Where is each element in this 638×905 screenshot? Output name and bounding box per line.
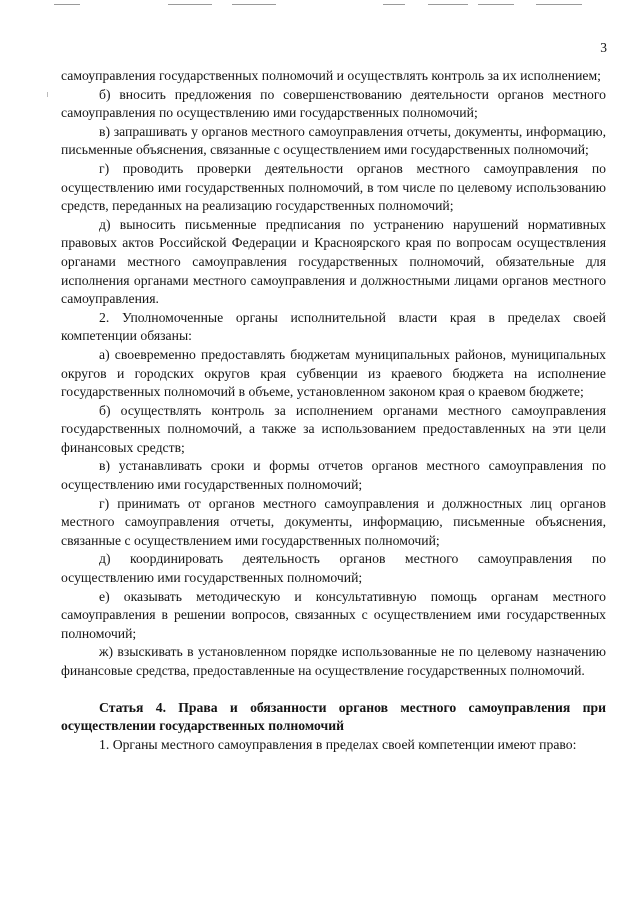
paragraph-item-zh: ж) взыскивать в установленном порядке использованные не по целевому назначению финансовые средства, предоставленные на осуществление государственных полномочий. [61, 644, 606, 678]
scan-top-rule [383, 4, 405, 5]
paragraph-item-v: в) запрашивать у органов местного самоуправления отчеты, документы, информацию, письменные объяснения, связанные с осуществлением ими государственных полномочий; [61, 123, 606, 158]
scan-top-rule [428, 4, 468, 5]
paragraph-continuation: самоуправления государственных полномочий и осуществлять контроль за их исполнением; [61, 68, 601, 83]
scan-top-rule [478, 4, 514, 5]
paragraph-item-a: а) своевременно предоставлять бюджетам муниципальных районов, муниципальных округов и городских округов края субвенции из краевого бюджета на исполнение государственных полномочий в объеме, установленном законом края о краевом бюджете; [61, 346, 606, 400]
article-heading: Статья 4. Права и обязанности органов местного самоуправления при осуществлении государственных полномочий [61, 699, 606, 734]
paragraph-item-g: г) проводить проверки деятельности органов местного самоуправления по осуществлению ими государственных полномочий, в том числе по целевому использованию средств, переданных на реализацию государственных полномочий; [61, 160, 606, 214]
paragraph-item-b: б) осуществлять контроль за исполнением органами местного самоуправления государственных полномочий, а также за использованием предоставленных на эти цели финансовых средств; [61, 402, 606, 455]
scan-top-rule [54, 4, 80, 5]
scan-top-rule [536, 4, 582, 5]
paragraph-item-b: б) вносить предложения по совершенствованию деятельности органов местного самоуправления по осуществлению ими государственных полномочий; [61, 86, 606, 121]
scan-top-rule [232, 4, 276, 5]
paragraph-section-2: 2. Уполномоченные органы исполнительной власти края в пределах своей компетенции обязаны: [61, 309, 606, 344]
scan-mark [47, 92, 48, 97]
article-paragraph: 1. Органы местного самоуправления в пределах своей компетенции имеют право: [99, 736, 577, 752]
scan-top-rule [168, 4, 212, 5]
paragraph-item-g: г) принимать от органов местного самоуправления и должностных лиц органов местного самоуправления отчеты, документы, информацию, письменные объяснения, связанные с осуществлением ими государственных полномочий; [61, 495, 606, 548]
paragraph-item-d: д) координировать деятельность органов местного самоуправления по осуществлению ими государственных полномочий; [61, 551, 606, 586]
section-spacer [61, 681, 606, 699]
paragraph-item-d: д) выносить письменные предписания по устранению нарушений нормативных правовых актов Российской Федерации и Красноярского края по вопросам осуществления органами местного самоуправления государственных полномочий, обязательные для исполнения органами местного самоуправления и должностными лицами органов местного самоуправления. [61, 216, 606, 307]
paragraph-item-e: е) оказывать методическую и консультативную помощь органам местного самоуправления в решении вопросов, связанных с осуществлением ими государственных полномочий; [61, 588, 606, 641]
document-body [61, 67, 606, 754]
paragraph-item-v: в) устанавливать сроки и формы отчетов органов местного самоуправления по осуществлению ими государственных полномочий; [61, 458, 606, 493]
page-number: 3 [600, 40, 607, 55]
